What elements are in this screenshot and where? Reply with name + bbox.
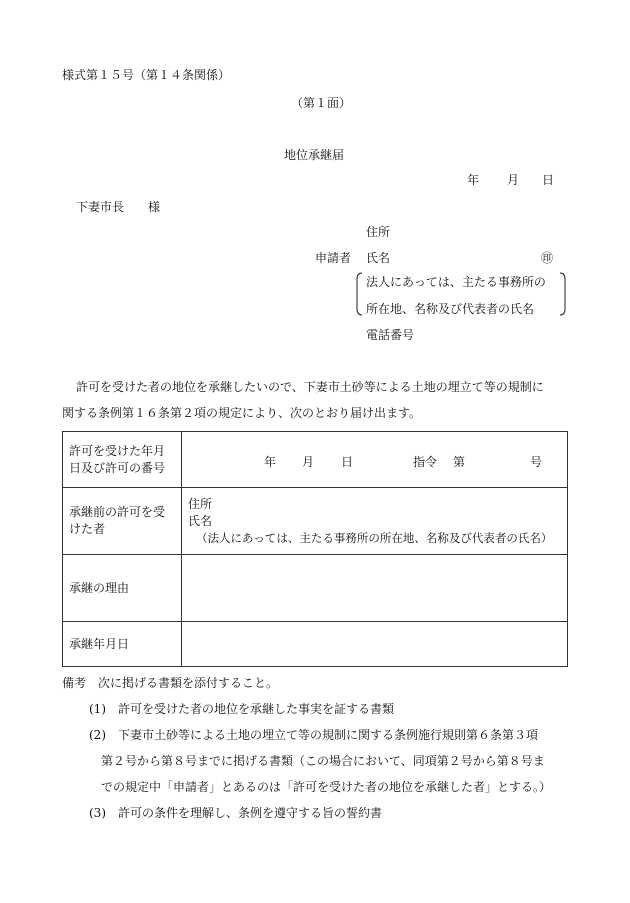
corporate-note: （法人にあっては、主たる事務所の所在地、名称及び代表者の氏名） bbox=[196, 530, 553, 545]
label-line: 日及び許可の番号 bbox=[69, 460, 166, 475]
day-label: 日 bbox=[341, 455, 354, 469]
date-year: 年 bbox=[467, 173, 480, 187]
corporate-note-line1: 法人にあっては、主たる事務所の bbox=[366, 275, 546, 289]
phone-label: 電話番号 bbox=[366, 328, 415, 342]
previous-holder-field[interactable] bbox=[182, 488, 568, 555]
addressee: 下妻市長 様 bbox=[76, 200, 161, 214]
date-month: 月 bbox=[507, 173, 520, 187]
name-label: 氏名 bbox=[188, 513, 213, 528]
name-label: 氏名 bbox=[366, 251, 391, 265]
label-line: 承継前の許可を受 bbox=[69, 505, 166, 519]
number-prefix: 第 bbox=[453, 455, 466, 469]
table-row bbox=[63, 488, 568, 555]
body-line-2: 関する条例第１６条第２項の規定により、次のとおり届け出ます。 bbox=[62, 406, 422, 420]
permit-date-number-field[interactable] bbox=[182, 432, 568, 488]
form-number: 様式第１５号（第１４条関係） bbox=[62, 68, 231, 82]
month-label: 月 bbox=[302, 455, 315, 469]
notes-heading: 備考 次に掲げる書類を添付すること。 bbox=[62, 676, 279, 690]
label-line: 許可を受けた年月 bbox=[69, 443, 166, 458]
succession-date-label: 承継年月日 bbox=[63, 622, 182, 667]
reason-label: 承継の理由 bbox=[63, 555, 182, 622]
number-suffix: 号 bbox=[530, 455, 543, 469]
corporate-note-line2: 所在地、名称及び代表者の氏名 bbox=[366, 302, 535, 316]
table-row bbox=[63, 555, 568, 622]
seal-mark: ㊞ bbox=[541, 251, 554, 265]
directive-label: 指令 bbox=[413, 455, 438, 469]
permit-date-number-label bbox=[63, 432, 182, 488]
document-title: 地位承継届 bbox=[284, 148, 345, 162]
note-item-1: (1) 許可を受けた者の地位を承継した事実を証する書類 bbox=[89, 702, 395, 716]
table-row bbox=[63, 432, 568, 488]
label-line: けた者 bbox=[69, 522, 106, 536]
succession-date-field[interactable] bbox=[182, 622, 568, 667]
page-label: （第１面） bbox=[291, 96, 352, 110]
note-item-3: (3) 許可の条件を理解し、条例を遵守する旨の誓約書 bbox=[89, 806, 383, 820]
date-day: 日 bbox=[542, 173, 555, 187]
address-label: 住所 bbox=[366, 225, 391, 239]
reason-field[interactable] bbox=[182, 555, 568, 622]
body-line-1: 許可を受けた者の地位を承継したいので、下妻市土砂等による土地の埋立て等の規制に bbox=[76, 380, 544, 394]
note-item-2-line2: 第２号から第８号までに掲げる書類（この場合において、同項第２号から第８号ま bbox=[101, 754, 545, 768]
year-label: 年 bbox=[264, 455, 277, 469]
succession-table bbox=[62, 431, 568, 667]
previous-holder-label bbox=[63, 488, 182, 555]
address-label: 住所 bbox=[188, 496, 213, 511]
note-item-2-line1: (2) 下妻市土砂等による土地の埋立て等の規制に関する条例施行規則第６条第３項 bbox=[89, 728, 539, 742]
table-row bbox=[63, 622, 568, 667]
note-item-2-line3: での規定中「申請者」とあるのは「許可を受けた者の地位を承継した者」とする。） bbox=[101, 780, 552, 794]
applicant-label: 申請者 bbox=[315, 251, 352, 265]
